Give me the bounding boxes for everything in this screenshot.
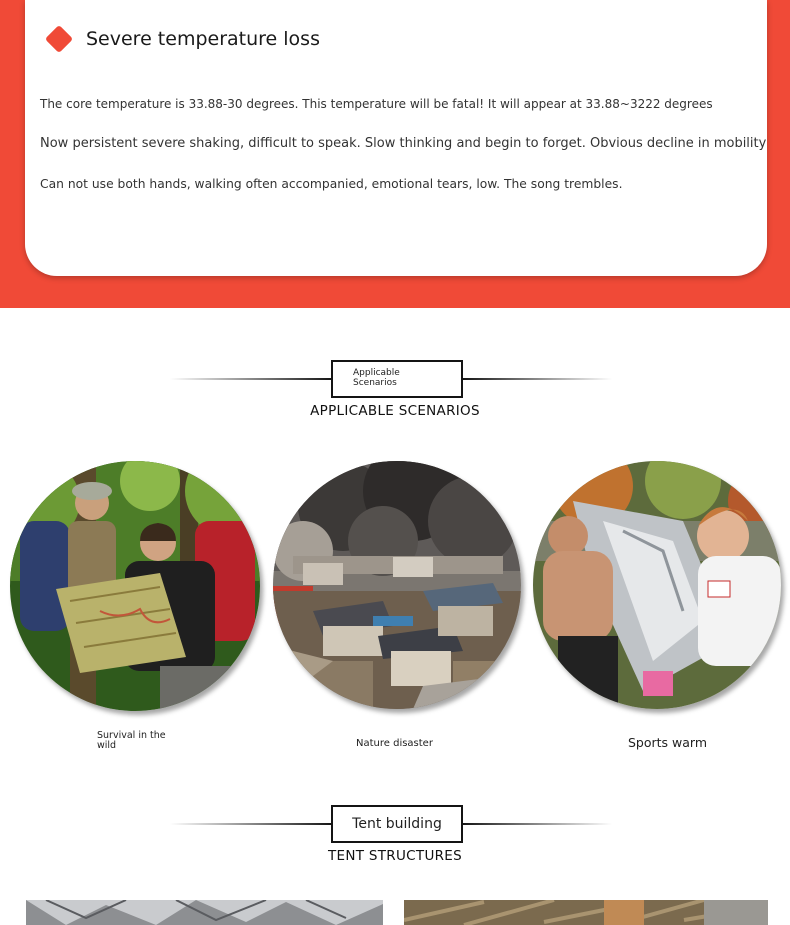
tent-badge-label: Tent building: [352, 816, 442, 832]
card-title: Severe temperature loss: [86, 28, 320, 50]
right-divider-line: [462, 378, 612, 380]
survival-caption: [97, 731, 167, 751]
diamond-bullet-icon: [45, 25, 73, 53]
hikers-reading-map-photo: [10, 461, 260, 711]
temperature-line-1: The core temperature is 33.88-30 degrees. This temperature will be fatal! It will appear at 33.88~3222 degrees: [40, 97, 713, 111]
right-divider-line: [462, 823, 612, 825]
scenarios-subtitle: APPLICABLE SCENARIOS: [310, 403, 480, 419]
left-divider-line: [170, 823, 332, 825]
scenarios-badge: [331, 360, 463, 398]
disaster-caption: Nature disaster: [356, 738, 433, 749]
tent-subtitle: TENT STRUCTURES: [327, 848, 463, 864]
sports-caption: Sports warm: [628, 735, 708, 750]
survival-caption-text: Survival in the wild: [97, 730, 166, 751]
temperature-info-card: [25, 0, 767, 276]
foil-tent-photo: [26, 900, 383, 925]
scenarios-badge-label: Applicable Scenarios: [353, 368, 400, 388]
left-divider-line: [170, 378, 332, 380]
disaster-ruins-smoke-photo: [273, 461, 521, 709]
forest-floor-photo: [404, 900, 768, 925]
card-header: [45, 28, 320, 50]
runner-foil-blanket-photo: [533, 461, 781, 709]
tent-badge: [331, 805, 463, 843]
temperature-line-3: Can not use both hands, walking often accompanied, emotional tears, low. The song trembles.: [40, 177, 623, 191]
temperature-line-2: Now persistent severe shaking, difficult to speak. Slow thinking and begin to forget. Obvious decline in mobility: [40, 136, 767, 151]
